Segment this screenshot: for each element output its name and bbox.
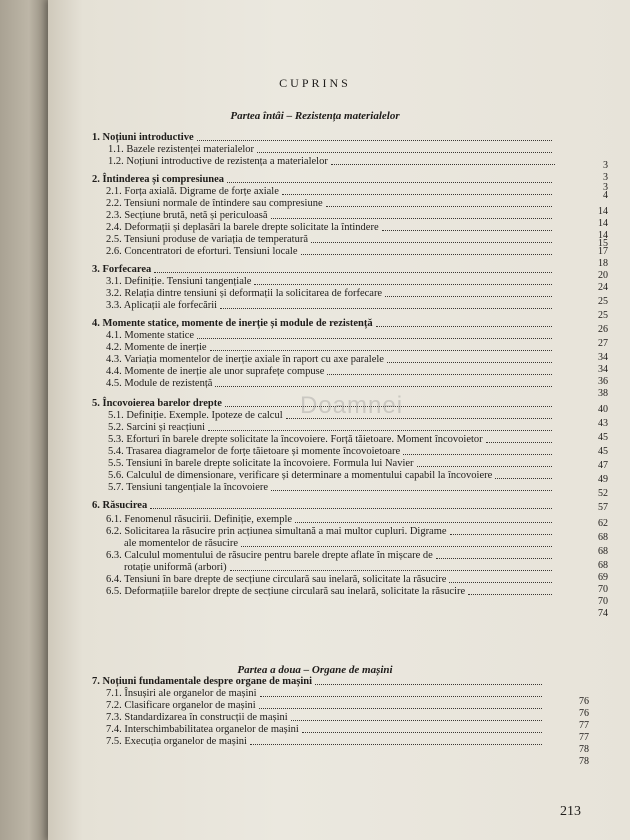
section-entry — [106, 574, 555, 586]
book-gutter — [0, 0, 48, 840]
entry-page-number: 76 — [579, 708, 589, 719]
section-entry — [108, 434, 555, 446]
section-entry — [106, 700, 545, 712]
entry-title: 6.5. Deformațiile barelor drepte de secțiune circulară sau inelară, solicitate la răsucire — [106, 586, 466, 597]
entry-page-number: 68 — [598, 532, 608, 543]
dot-leader — [282, 194, 552, 195]
section-entry — [108, 144, 555, 156]
dot-leader — [436, 558, 552, 559]
dot-leader — [220, 308, 552, 309]
entry-title: 3.3. Aplicații ale forfecării — [106, 300, 218, 311]
section-entry — [106, 210, 555, 222]
dot-leader — [301, 254, 552, 255]
dot-leader — [486, 442, 552, 443]
section-entry — [106, 724, 545, 736]
dot-leader — [271, 490, 552, 491]
section-entry — [108, 156, 558, 168]
dot-leader — [241, 546, 552, 547]
section-entry — [106, 234, 555, 246]
dot-leader — [417, 466, 552, 467]
dot-leader — [449, 582, 552, 583]
entry-title: 5.5. Tensiuni în barele drepte solicitate la încovoiere. Formula lui Navier — [108, 458, 414, 469]
entry-page-number: 24 — [598, 282, 608, 293]
entry-title: 5.2. Sarcini și reacțiuni — [108, 422, 206, 433]
section-entry — [108, 446, 555, 458]
dot-leader — [387, 362, 552, 363]
entry-title: 7.5. Execuția organelor de mașini — [106, 736, 247, 747]
dot-leader — [208, 430, 552, 431]
dot-leader — [311, 242, 552, 243]
section-entry — [106, 688, 545, 700]
section-entry — [106, 354, 555, 366]
entry-title: 7.2. Clasificare organelor de mașini — [106, 700, 256, 711]
entry-page-number: 45 — [598, 446, 608, 457]
entry-page-number: 68 — [598, 546, 608, 557]
entry-title: 4.3. Variația momentelor de inerție axiale în raport cu axe paralele — [106, 354, 384, 365]
entry-title: 3.1. Definiție. Tensiuni tangențiale — [106, 276, 252, 287]
dot-leader — [210, 350, 552, 351]
entry-page-number: 14 — [598, 218, 608, 229]
entry-page-number: 34 — [598, 364, 608, 375]
section-entry — [106, 288, 555, 300]
entry-title: 1. Noțiuni introductive — [92, 132, 194, 143]
entry-page-number: 3 — [603, 172, 608, 183]
entry-page-number: 77 — [579, 720, 589, 731]
entry-page-number: 68 — [598, 560, 608, 571]
entry-page-number: 4 — [603, 190, 608, 201]
entry-title: 2. Întinderea și compresiunea — [92, 174, 225, 185]
entry-page-number: 14 — [598, 230, 608, 241]
dot-leader — [291, 720, 542, 721]
dot-leader — [197, 140, 552, 141]
part-one-heading: Partea întâi – Rezistența materialelor — [230, 110, 400, 122]
dot-leader — [403, 454, 552, 455]
dot-leader — [382, 230, 552, 231]
section-entry — [108, 482, 555, 494]
dot-leader — [154, 272, 552, 273]
section-entry — [106, 550, 555, 562]
entry-page-number: 77 — [579, 732, 589, 743]
entry-title: 6.2. Solicitarea la răsucire prin acțiunea simultană a mai multor cupluri. Digrame — [106, 526, 447, 537]
dot-leader — [295, 522, 552, 523]
entry-page-number: 40 — [598, 404, 608, 415]
entry-title: 3.2. Relația dintre tensiuni și deformații la solicitarea de forfecare — [106, 288, 383, 299]
section-entry — [106, 276, 555, 288]
entry-page-number: 52 — [598, 488, 608, 499]
section-entry — [106, 712, 545, 724]
dot-leader — [468, 594, 552, 595]
section-entry — [106, 586, 555, 598]
section-entry — [106, 514, 555, 526]
entry-title: 2.2. Tensiuni normale de întindere sau compresiune — [106, 198, 323, 209]
entry-page-number: 38 — [598, 388, 608, 399]
entry-page-number: 70 — [598, 584, 608, 595]
section-entry — [106, 300, 555, 312]
dot-leader — [302, 732, 542, 733]
dot-leader — [326, 206, 552, 207]
section-entry — [106, 378, 555, 390]
entry-page-number: 62 — [598, 518, 608, 529]
entry-page-number: 25 — [598, 296, 608, 307]
section-entry — [106, 198, 555, 210]
entry-title: 5.6. Calculul de dimensionare, verificare și determinare a momentului capabil la încovoiere — [108, 470, 493, 481]
entry-title: 7.1. Însușiri ale organelor de mașini — [106, 688, 257, 699]
section-entry — [106, 366, 555, 378]
entry-page-number: 45 — [598, 432, 608, 443]
page-title: CUPRINS — [279, 76, 351, 90]
entry-page-number: 27 — [598, 338, 608, 349]
section-entry — [124, 562, 555, 574]
entry-page-number: 57 — [598, 502, 608, 513]
dot-leader — [215, 386, 552, 387]
entry-title: 6.4. Tensiuni în bare drepte de secțiune circulară sau inelară, solicitate la răsucire — [106, 574, 447, 585]
entry-page-number: 43 — [598, 418, 608, 429]
entry-page-number: 15 — [598, 238, 608, 249]
entry-title: 5.1. Definiție. Exemple. Ipoteze de calcul — [108, 410, 283, 421]
dot-leader — [315, 684, 542, 685]
dot-leader — [150, 508, 552, 509]
entry-title: 5. Încovoierea barelor drepte — [92, 398, 222, 409]
chapter-entry — [92, 174, 555, 186]
entry-title: 1.1. Bazele rezistenței materialelor — [108, 144, 255, 155]
entry-title: 7.3. Standardizarea în construcții de mașini — [106, 712, 288, 723]
dot-leader — [450, 534, 552, 535]
section-entry — [106, 342, 555, 354]
entry-page-number: 20 — [598, 270, 608, 281]
entry-title: 2.3. Secțiune brută, netă și periculoasă — [106, 210, 268, 221]
part-two-heading: Partea a doua – Organe de mașini — [237, 664, 393, 676]
chapter-entry — [92, 264, 555, 276]
dot-leader — [230, 570, 552, 571]
entry-page-number: 69 — [598, 572, 608, 583]
entry-title: 6.1. Fenomenul răsucirii. Definiție, exemple — [106, 514, 293, 525]
entry-title: 1.2. Noțiuni introductive de rezistența a materialelor — [108, 156, 328, 167]
entry-page-number: 36 — [598, 376, 608, 387]
section-entry — [106, 330, 555, 342]
entry-page-number: 34 — [598, 352, 608, 363]
entry-page-number: 76 — [579, 696, 589, 707]
section-entry — [108, 470, 555, 482]
dot-leader — [385, 296, 552, 297]
dot-leader — [331, 164, 555, 165]
entry-title: 4.2. Momente de inerție — [106, 342, 207, 353]
dot-leader — [197, 338, 552, 339]
entry-page-number: 17 — [598, 246, 608, 257]
entry-title: 4. Momente statice, momente de inerție și module de rezistență — [92, 318, 373, 329]
entry-page-number: 78 — [579, 756, 589, 767]
entry-title: 4.4. Momente de inerție ale unor suprafețe compuse — [106, 366, 325, 377]
entry-page-number: 25 — [598, 310, 608, 321]
entry-title: rotație uniformă (arbori) — [124, 562, 227, 573]
section-entry — [124, 538, 555, 550]
entry-title: ale momentelor de răsucire — [124, 538, 238, 549]
entry-page-number: 47 — [598, 460, 608, 471]
entry-title: 4.1. Momente statice — [106, 330, 195, 341]
entry-page-number: 18 — [598, 258, 608, 269]
entry-title: 4.5. Module de rezistență — [106, 378, 213, 389]
section-entry — [106, 222, 555, 234]
entry-title: 6. Răsucirea — [92, 500, 148, 511]
chapter-entry — [92, 318, 555, 330]
entry-page-number: 74 — [598, 608, 608, 619]
entry-title: 7.4. Interschimbabilitatea organelor de mașini — [106, 724, 299, 735]
entry-title: 2.5. Tensiuni produse de variația de temperatură — [106, 234, 309, 245]
chapter-entry — [92, 676, 545, 688]
dot-leader — [376, 326, 552, 327]
dot-leader — [259, 708, 542, 709]
entry-title: 2.1. Forța axială. Digrame de forțe axiale — [106, 186, 279, 197]
section-entry — [108, 422, 555, 434]
entry-page-number: 49 — [598, 474, 608, 485]
entry-title: 5.4. Trasarea diagramelor de forțe tăietoare și momente încovoietoare — [108, 446, 401, 457]
dot-leader — [260, 696, 542, 697]
entry-page-number: 3 — [603, 182, 608, 193]
dot-leader — [271, 218, 552, 219]
section-entry — [106, 186, 555, 198]
entry-title: 5.3. Eforturi în barele drepte solicitate la încovoiere. Forță tăietoare. Moment încovoietor — [108, 434, 483, 445]
section-entry — [106, 736, 545, 748]
entry-title: 2.4. Deformații și deplasări la barele drepte solicitate la întindere — [106, 222, 379, 233]
chapter-entry — [92, 500, 555, 512]
entry-title: 6.3. Calculul momentului de răsucire pentru barele drepte aflate în mișcare de — [106, 550, 433, 561]
entry-title: 2.6. Concentratori de eforturi. Tensiuni locale — [106, 246, 298, 257]
entry-page-number: 26 — [598, 324, 608, 335]
entry-title: 3. Forfecarea — [92, 264, 152, 275]
dot-leader — [495, 478, 552, 479]
section-entry — [108, 458, 555, 470]
entry-title: 7. Noțiuni fundamentale despre organe de mașini — [92, 676, 313, 687]
entry-title: 5.7. Tensiuni tangențiale la încovoiere — [108, 482, 269, 493]
dot-leader — [250, 744, 542, 745]
watermark: Doamnei — [300, 392, 404, 419]
dot-leader — [327, 374, 552, 375]
section-entry — [106, 526, 555, 538]
dot-leader — [227, 182, 552, 183]
section-entry — [106, 246, 555, 258]
entry-page-number: 78 — [579, 744, 589, 755]
entry-page-number: 14 — [598, 206, 608, 217]
dot-leader — [257, 152, 552, 153]
dot-leader — [254, 284, 552, 285]
chapter-entry — [92, 132, 555, 144]
entry-page-number: 70 — [598, 596, 608, 607]
page-number: 213 — [560, 804, 581, 819]
entry-page-number: 3 — [603, 160, 608, 171]
